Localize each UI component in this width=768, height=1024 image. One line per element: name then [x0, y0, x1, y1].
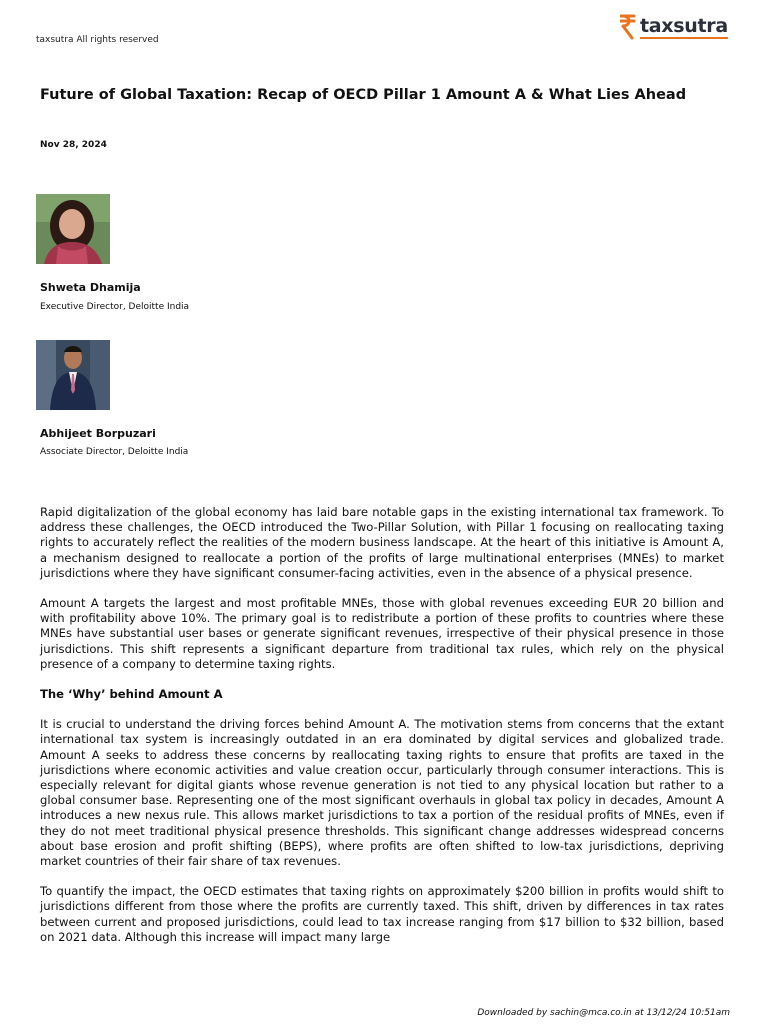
author-role: Associate Director, Deloitte India: [40, 447, 189, 457]
author-name: Abhijeet Borpuzari: [40, 427, 156, 440]
author-portrait-image: [36, 194, 110, 264]
author-photo-abhijeet: [36, 340, 110, 410]
author-role: Executive Director, Deloitte India: [40, 302, 190, 312]
logo-wordmark: taxsutra: [640, 15, 728, 37]
author-photo-shweta: [36, 194, 110, 264]
copyright-notice: taxsutra All rights reserved: [36, 35, 159, 45]
rupee-logo-icon: [620, 14, 636, 40]
section-heading: The ‘Why’ behind Amount A: [40, 687, 223, 702]
author-name: Shweta Dhamija: [40, 281, 141, 294]
author-portrait-image: [36, 340, 110, 410]
paragraph: Amount A targets the largest and most profitable MNEs, those with global revenues exceeding EUR 20 billion and with profitability above 10%. The primary goal is to redistribute a portion of these profits to countries where these MNEs have substantial user bases or generate significant revenues, irrespective of their physical presence in those jurisdictions. This shift represents a significant departure from traditional tax rules, which rely on the physical presence of a company to determine taxing rights.: [40, 596, 724, 671]
paragraph: Rapid digitalization of the global economy has laid bare notable gaps in the existing international tax framework. To address these challenges, the OECD introduced the Two-Pillar Solution, with Pillar 1 focusing on reallocating taxing rights to accurately reflect the realities of the modern business landscape. At the heart of this initiative is Amount A, a mechanism designed to reallocate a portion of the profits of large multinational enterprises (MNEs) to market jurisdictions where they have significant consumer-facing activities, even in the absence of a physical presence.: [40, 505, 724, 580]
taxsutra-logo[interactable]: [620, 14, 728, 40]
article-title: Future of Global Taxation: Recap of OECD Pillar 1 Amount A & What Lies Ahead: [40, 87, 687, 103]
article-body: [40, 505, 724, 960]
paragraph: To quantify the impact, the OECD estimates that taxing rights on approximately $200 billion in profits would shift to jurisdictions different from those where the profits are currently taxed. This shift, driven by differences in tax rates between current and proposed jurisdictions, could lead to tax increase ranging from $17 billion to $32 billion, based on 2021 data. Although this increase will impact many large: [40, 884, 724, 944]
download-note: Downloaded by sachin@mca.co.in at 13/12/24 10:51am: [477, 1008, 730, 1018]
paragraph: It is crucial to understand the driving forces behind Amount A. The motivation stems from concerns that the extant international tax system is increasingly outdated in an era dominated by digital services and globalized trade. Amount A seeks to address these concerns by reallocating taxing rights to ensure that profits are taxed in the jurisdictions where economic activities and value creation occur, particularly through consumer interactions. This is especially relevant for digital giants whose revenue generation is not tied to any physical location but rather to a global consumer base. Representing one of the most significant overhauls in global tax policy in decades, Amount A introduces a new nexus rule. This allows market jurisdictions to tax a portion of the residual profits of MNEs, even if they do not meet traditional physical presence thresholds. This significant change addresses widespread concerns about base erosion and profit shifting (BEPS), where profits are often shifted to low-tax jurisdictions, depriving market countries of their fair share of tax revenues.: [40, 717, 724, 869]
article-date: Nov 28, 2024: [40, 140, 107, 150]
